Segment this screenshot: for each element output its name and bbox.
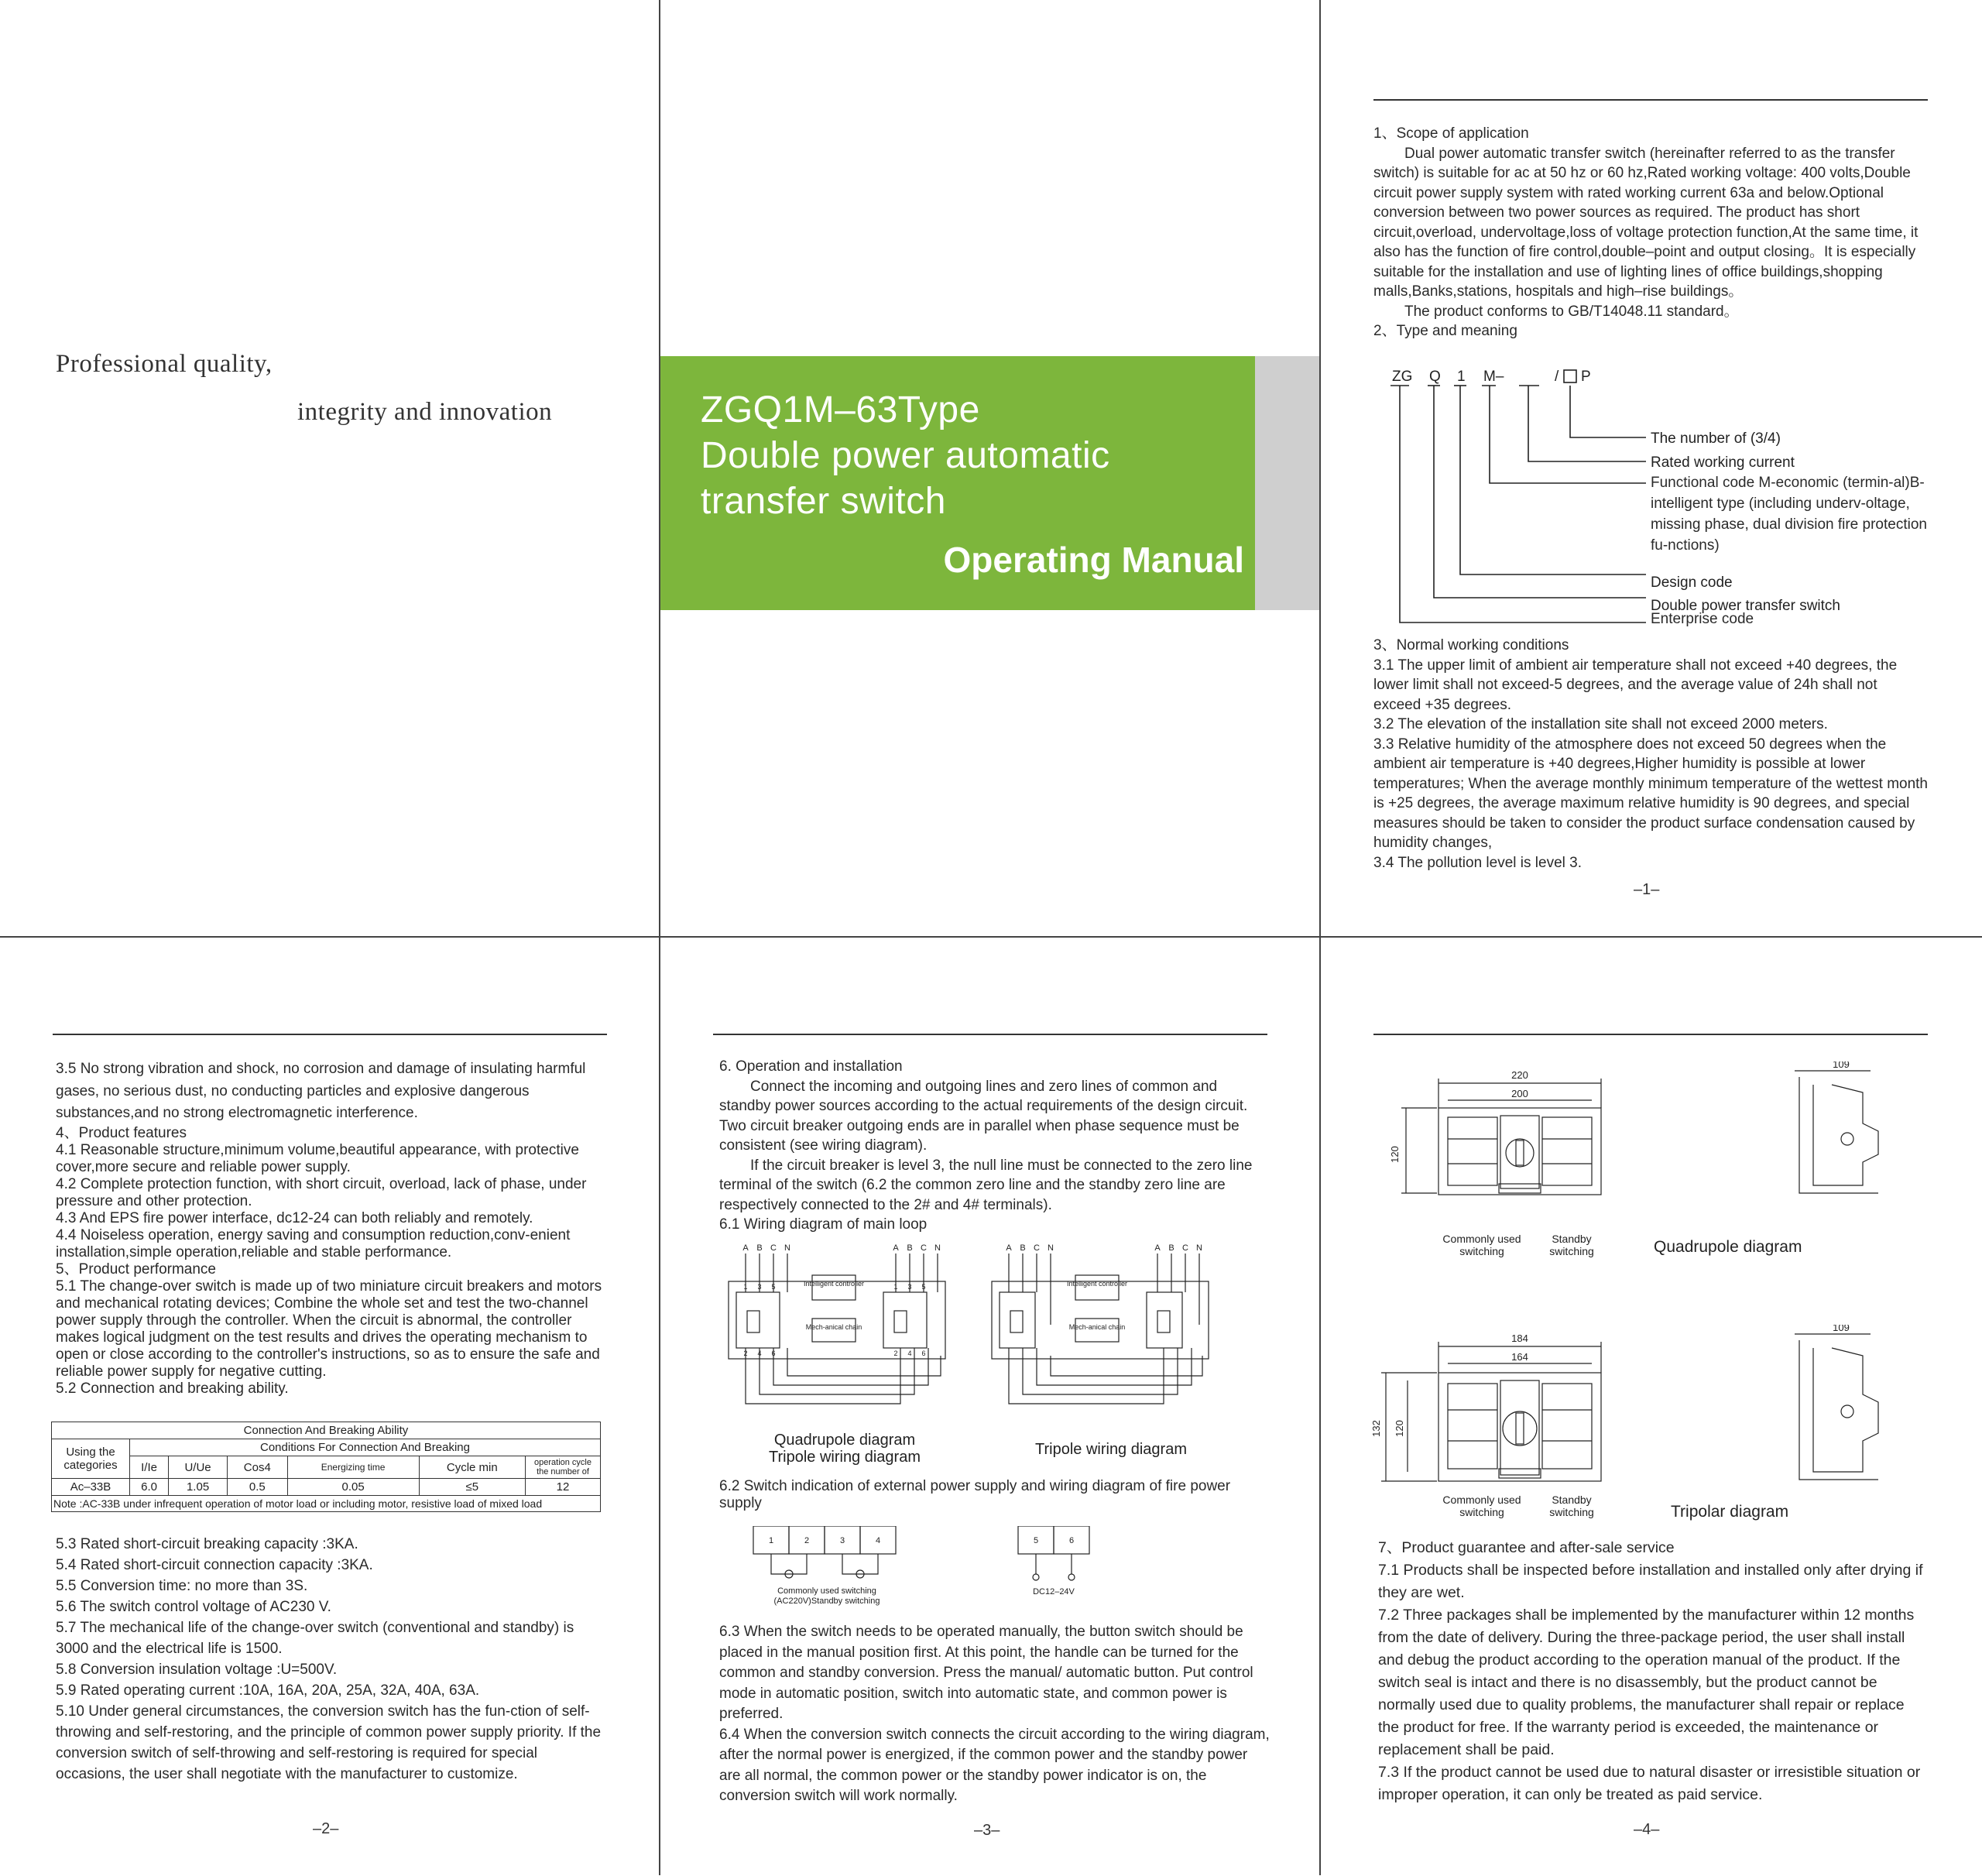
table-header: Using the categories [52, 1439, 130, 1479]
slogan-line-1: Professional quality, [56, 350, 273, 378]
quad-caption-line: Quadrupole diagram [773, 1432, 916, 1449]
phase-label: B [756, 1243, 763, 1253]
terminal-label: 3 [757, 1283, 762, 1291]
phase-label: B [1168, 1243, 1174, 1253]
page-number: –4– [1634, 1821, 1660, 1838]
phase-label: A [1006, 1243, 1012, 1253]
cover-title [701, 387, 1110, 524]
table-row [52, 1479, 601, 1496]
page-number: –1– [1634, 881, 1660, 898]
tripole-caption-line: Tripole wiring diagram [769, 1449, 921, 1466]
paragraph: 5.6 The switch control voltage of AC230 V. [56, 1599, 331, 1615]
paragraph: 5.4 Rated short-circuit connection capacity :3KA. [56, 1557, 373, 1573]
chain-label: Mech-anical chain [805, 1323, 862, 1331]
phase-label: C [770, 1243, 777, 1253]
page-3 [660, 938, 1321, 1875]
section-heading: 2、Type and meaning [1373, 323, 1517, 339]
terminal-label: 5 [1033, 1536, 1039, 1545]
paragraph: 6.1 Wiring diagram of main loop [719, 1216, 928, 1233]
header-rule [53, 1034, 607, 1035]
cover-panel [660, 0, 1321, 938]
paragraph: Connect the incoming and outgoing lines and zero lines of common and standby power sources according to the actual requirements of the design circuit. Two circuit breaker outgoing ends are in parallel when phase sequence must be consistent (see wiring diagram). [719, 1078, 1248, 1154]
fire-power-heading: 6.2 Switch indication of external power supply and wiring diagram of fire power supply [719, 1478, 1231, 1511]
manual-operation-section [719, 1622, 1270, 1807]
tri-drawing-caption: Tripolar diagram [1671, 1503, 1789, 1521]
dim-width-outer: 220 [1511, 1069, 1528, 1081]
page-4 [1321, 938, 1982, 1875]
paragraph: 6.4 When the conversion switch connects the circuit according to the wiring diagram, after the normal power is energized, if the common power and the standby power are all normal, the common power or the standby power indicator is on, the conversion switch will work normally. [719, 1726, 1270, 1804]
paragraph: 3.3 Relative humidity of the atmosphere does not exceed 50 degrees when the ambient air temperature is +40 degrees,Higher humidity is possible at lower temperatures; When the average monthly minimum temperature of the wettest month is +25 degrees, the average maximum relative humidity is 90 degrees, and special measures should be taken to consider the product surface condensation caused by humidity changes, [1373, 736, 1928, 851]
terminal-label: 2 [743, 1350, 748, 1357]
table-cell: 0.05 [287, 1479, 419, 1496]
phase-label: N [1196, 1243, 1202, 1253]
phase-label: B [1020, 1243, 1026, 1253]
controller-label: Intelligent controller [803, 1280, 865, 1288]
table-cell: ≤5 [419, 1479, 525, 1496]
phase-label: A [893, 1243, 899, 1253]
paragraph: 5.10 Under general circumstances, the conversion switch has the fun-ction of self-throwing and self-restoring, and the principle of common power supply priority. If the conversion switch of self-throwing and self-restoring is required for special occasions, the user shall negotiate with the manufacturer to customize. [56, 1703, 602, 1782]
paragraph: 5.3 Rated short-circuit breaking capacity :3KA. [56, 1536, 358, 1552]
terminal-label: 2 [893, 1350, 898, 1357]
paragraph: 3.4 The pollution level is level 3. [1373, 854, 1582, 871]
dim-width-inner: 164 [1511, 1351, 1528, 1363]
page-1 [1321, 0, 1982, 938]
scope-section [1373, 124, 1925, 341]
code-p: P [1581, 369, 1591, 385]
phase-label: C [1182, 1243, 1188, 1253]
paragraph: If the circuit breaker is level 3, the null line must be connected to the zero line terminal of the switch (6.2 the common zero line and the standby zero line are respectively connected to the 2# and 4# terminals). [719, 1157, 1253, 1213]
meaning-rated-current: Rated working current [1651, 454, 1795, 471]
section-heading: 1、Scope of application [1373, 125, 1529, 142]
quadrupole-drawing [1367, 1061, 1925, 1232]
phase-label: C [1034, 1243, 1040, 1253]
guarantee-section [1378, 1537, 1929, 1806]
page-number: –3– [974, 1822, 1000, 1839]
quad-right-label: Standby switching [1549, 1233, 1594, 1257]
chain-label: Mech-anical chain [1068, 1323, 1126, 1331]
dim-height-outer: 132 [1370, 1420, 1382, 1437]
tri-right-label: Standby switching [1549, 1494, 1594, 1518]
table-group-header: Conditions For Connection And Breaking [130, 1439, 601, 1456]
dc-caption: DC12–24V [1033, 1587, 1075, 1596]
section-heading: 5、Product performance [56, 1260, 216, 1278]
section-heading: 7、Product guarantee and after-sale service [1378, 1539, 1675, 1556]
main-loop-wiring-diagrams [660, 1240, 1321, 1418]
terminal-label: 4 [875, 1536, 881, 1545]
terminal-label: 4 [907, 1350, 912, 1357]
dim-height: 120 [1389, 1146, 1401, 1163]
paragraph: 5.8 Conversion insulation voltage :U=500V. [56, 1662, 338, 1678]
table-cell: 6.0 [130, 1479, 169, 1496]
table-header: Cos4 [228, 1456, 288, 1479]
operation-section [719, 1057, 1270, 1235]
header-rule [1373, 99, 1928, 101]
page-number: –2– [313, 1820, 339, 1837]
page-2 [0, 938, 660, 1875]
meaning-functional-code: Functional code M-economic (termin-al)B-intelligent type (including underv-oltage, missing phase, dual division fire protection fu-nctions) [1651, 475, 1927, 554]
paragraph: 4.1 Reasonable structure,minimum volume,beautiful appearance, with protective cover,more secure and reliable power supply. [56, 1141, 579, 1175]
paragraph: 7.2 Three packages shall be implemented by the manufacturer within 12 months from the date of delivery. During the three-package period, the user shall install and debug the product according to the operation manual of the product. If the switch seal is intact and there is no disassembly, but the product cannot be normally used due to quality problems, the manufacturer shall repair or replace the product for free. If the warranty period is exceeded, the maintenance or replacement shall be paid. [1378, 1607, 1915, 1758]
section-heading: 3、Normal working conditions [1373, 637, 1569, 653]
terminal-label: 3 [839, 1536, 845, 1545]
paragraph: 7.1 Products shall be inspected before installation and installed only after drying if they are wet. [1378, 1562, 1923, 1601]
paragraph: 3.2 The elevation of the installation site shall not exceed 2000 meters. [1373, 716, 1828, 732]
phase-label: C [921, 1243, 927, 1253]
paragraph: The product conforms to GB/T14048.11 standard。 [1404, 303, 1739, 320]
paragraph: 6.3 When the switch needs to be operated manually, the button switch should be placed in the manual position first. At this point, the handle can be turned for the common and standby conversion. Press the manual/ automatic button. Put control mode in automatic position, switch into automatic state, and common power is preferred. [719, 1624, 1253, 1722]
cover-title-line-2: Double power automatic [701, 435, 1110, 476]
meaning-enterprise-code: Enterprise code [1651, 611, 1754, 627]
ability-table [51, 1422, 601, 1512]
phase-label: N [934, 1243, 941, 1253]
table-header: I/Ie [130, 1456, 169, 1479]
table-cell: 0.5 [228, 1479, 288, 1496]
dim-side: 109 [1833, 1061, 1850, 1070]
dim-width-outer: 184 [1511, 1332, 1528, 1344]
terminal-label: 1 [893, 1283, 898, 1291]
paragraph: 3.5 No strong vibration and shock, no corrosion and damage of insulating harmful gases, no serious dust, no conducting particles and explosive dangerous substances,and no strong electromagnetic interference. [56, 1061, 586, 1121]
code-1: 1 [1457, 369, 1466, 385]
table-header: U/Ue [169, 1456, 228, 1479]
terminal-label: 5 [771, 1283, 776, 1291]
cover-grey-band [1255, 356, 1321, 610]
phase-label: N [1048, 1243, 1054, 1253]
slogan-panel [0, 0, 660, 938]
terminal-label: 6 [921, 1350, 926, 1357]
quad-drawing-caption: Quadrupole diagram [1654, 1238, 1802, 1256]
working-conditions [1373, 636, 1928, 873]
dim-width-inner: 200 [1511, 1088, 1528, 1099]
tripole-caption: Tripole wiring diagram [1035, 1441, 1187, 1458]
table-header: Cycle min [419, 1456, 525, 1479]
section-heading: 6. Operation and installation [719, 1058, 903, 1075]
terminal-label: 6 [771, 1350, 776, 1357]
code-q: Q [1429, 369, 1441, 385]
features-section [56, 1058, 610, 1398]
paragraph: 4.4 Noiseless operation, energy saving and consumption reduction,conv-enient installation,simple operation,reliable and stable performance. [56, 1226, 571, 1260]
phase-label: N [784, 1243, 790, 1253]
terminal-label: 5 [921, 1283, 926, 1291]
cover-title-line-1: ZGQ1M–63Type [701, 389, 980, 430]
dim-side: 109 [1833, 1325, 1850, 1333]
paragraph: 4.2 Complete protection function, with short circuit, overload, lack of phase, under pressure and other protection. [56, 1175, 587, 1209]
terminal-label: 6 [1068, 1536, 1075, 1545]
header-rule [1373, 1034, 1928, 1035]
tri-left-label: Commonly used switching [1442, 1494, 1521, 1518]
code-slash: / [1555, 369, 1559, 385]
cover-title-line-3: transfer switch [701, 481, 946, 522]
table-header: operation cycle the number of [526, 1456, 601, 1479]
table-cell: 1.05 [169, 1479, 228, 1496]
controller-label: Intelligent controller [1066, 1280, 1128, 1288]
terminal-label: 4 [757, 1350, 762, 1357]
table-title: Connection And Breaking Ability [52, 1422, 601, 1439]
quad-left-label: Commonly used switching [1442, 1233, 1521, 1257]
quad-caption [769, 1432, 921, 1466]
table-cell: Ac–33B [52, 1479, 130, 1496]
paragraph: 5.2 Connection and breaking ability. [56, 1380, 289, 1397]
terminal-label: 2 [804, 1536, 810, 1545]
code-zg: ZG [1392, 369, 1413, 385]
paragraph: 4.3 And EPS fire power interface, dc12-24 can both reliably and remotely. [56, 1209, 533, 1226]
tripolar-drawing [1367, 1325, 1925, 1503]
paragraph: 5.9 Rated operating current :10A, 16A, 20A, 25A, 32A, 40A, 63A. [56, 1682, 480, 1699]
paragraph: 7.3 If the product cannot be used due to natural disaster or irresistible situation or improper operation, it can only be treated as paid service. [1378, 1764, 1921, 1803]
table-header: Energizing time [287, 1456, 419, 1479]
table-note: Note :AC-33B under infrequent operation of motor load or including motor, resistive load of mixed load [52, 1496, 601, 1512]
section-heading: 4、Product features [56, 1124, 187, 1141]
terminal-label: 3 [907, 1283, 912, 1291]
dim-height-inner: 120 [1394, 1420, 1405, 1437]
switching-caption: Commonly used switching (AC220V)Standby switching [773, 1586, 880, 1606]
paragraph: 5.5 Conversion time: no more than 3S. [56, 1578, 308, 1594]
paragraph: 3.1 The upper limit of ambient air temperature shall not exceed +40 degrees, the lower limit shall not exceed-5 degrees, and the average value of 24h shall not exceed +35 degrees. [1373, 657, 1898, 713]
cover-subtitle: Operating Manual [943, 540, 1244, 580]
terminal-label: 1 [768, 1536, 774, 1545]
header-rule [713, 1034, 1267, 1035]
phase-label: B [907, 1243, 913, 1253]
external-power-diagram [660, 1526, 1321, 1627]
meaning-transfer-switch: Double power transfer switch [1651, 598, 1840, 614]
slogan-line-2: integrity and innovation [297, 398, 553, 426]
table-cell: 12 [526, 1479, 601, 1496]
code-m: M– [1483, 369, 1504, 385]
paragraph: Dual power automatic transfer switch (hereinafter referred to as the transfer switch) is suitable for ac at 50 hz or 60 hz,Rated working voltage: 400 volts,Double circuit power supply system with rated working current 63a and below.Optional conversion between two power sources as required. The product has short circuit,overload, undervoltage,loss of voltage protection function,At the same time, it also has the function of fire control,double–point and output closing。It is especially suitable for the installation and use of lighting lines of office buildings,shopping malls,Banks,stations, hospitals and high–rise buildings。 [1373, 145, 1919, 300]
performance-section [56, 1534, 610, 1785]
phase-label: A [1154, 1243, 1161, 1253]
paragraph: 5.7 The mechanical life of the change-over switch (conventional and standby) is 3000 and the electrical life is 1500. [56, 1620, 574, 1657]
terminal-label: 1 [743, 1283, 748, 1291]
paragraph: 5.1 The change-over switch is made up of two miniature circuit breakers and motors and mechanical rotating devices; Combine the whole set and test the two-channel power supply through the controller. When the circuit is abnormal, the controller makes logical judgment on the test results and drives the operating mechanism to open or close according to the controller's instructions, so as to ensure the safe and reliable power supply for negative cutting. [56, 1278, 602, 1380]
meaning-design-code: Design code [1651, 574, 1733, 591]
meaning-number-of-poles: The number of (3/4) [1651, 430, 1781, 447]
cover-green-band [660, 356, 1255, 610]
phase-label: A [742, 1243, 749, 1253]
